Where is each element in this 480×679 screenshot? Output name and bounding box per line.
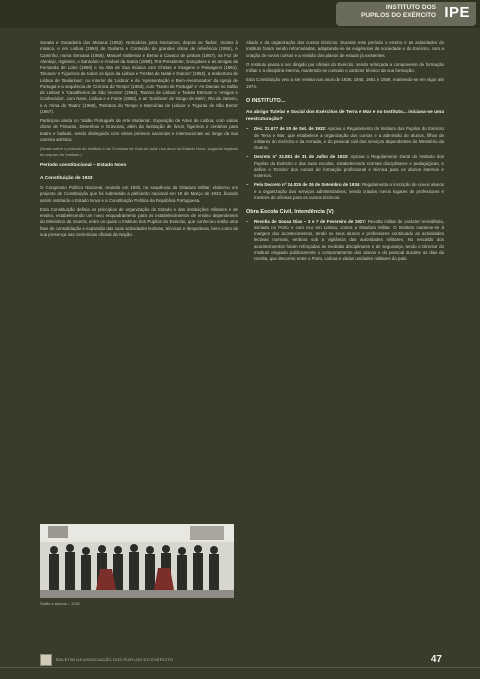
- bullet-lead: Pela Decreto nº 24.025 de 26 de Setembro de 1934:: [254, 182, 361, 188]
- left-column: [40, 40, 238, 241]
- right-para-1: Aliado e da organização dos cursos técnicos. Durante este período o ensino e as actividades do Instituto foram sendo reformuladas, adaptando-se às exigências da sociedade e do Exército, com a criação de novos cursos e a revisão dos planos de estudo já existentes.: [246, 40, 444, 58]
- revolt-bullet: [246, 219, 444, 263]
- decree-bullet-1: [246, 126, 444, 151]
- page-number: 47: [430, 654, 442, 665]
- header-line2: PUPILOS DO EXÉRCITO: [360, 12, 436, 19]
- bullet-text: Aprova o Regulamento Geral do Instituto dos Pupilos do Exército e das suas escolas, estabelecendo normas disciplinares e pedagógicas, e define o 'Ensino' dos cursos de formação profissional e técnica para os alunos internos e externos.: [254, 154, 444, 178]
- bullet-dash: –: [246, 154, 249, 160]
- decree-bullet-2: [246, 154, 444, 179]
- section-title-escola-civil: Obra Escola Civil, Intendência (V): [246, 209, 334, 215]
- right-para-3: Esta Constituição veio a ser revista nos anos de 1935, 1945, 1951 e 1959, mantendo-se em vigor até 1974.: [246, 77, 444, 89]
- photo-illustration: [40, 524, 234, 598]
- left-note: (Notas sobre o período do Instituto e as 'Crónicas de Sala de Aula' nos anos do Estado Novo, segundo registos do arquivo do Instituto.): [40, 146, 238, 157]
- right-para-2: O Instituto passa a ser dirigido por oficiais do Exército, sendo reforçada a componente de formação militar e a disciplina interna, mantendo-se contudo o carácter técnico da sua formação.: [246, 61, 444, 73]
- left-section-para-1: O Congresso Político Nacional, reunido em 1932, na sequência da Ditadura Militar, elaborou um projecto de Constituição que foi submetido a plebiscito nacional em 19 de Março de 1933, ficando assim instituído o Estado Novo e a Constituição Política da República Portuguesa.: [40, 185, 238, 203]
- left-para-1: Sonata e Ganadeira dos Museus (1952). Noticiários para Nocturnos, depois os 'fados', muitos à música, e em Lisboa (1954) de Guitarra e Conteúdo de grandes obras de referência (1955), A Caminho, numa Semana (1956), Manuel Valdemar e Bento a Cavaco de pintura (1957), na Foz de Alentejo, Ingleses, o Santuário e Amável da Santa (1958), Pra Presidente, Gonçalves e as amigas da Fernanda de Lobo (1959) e na Alta de Sua música com Cheias e Imagens e Paisagens (1961), 'Deuses' e Figurinos de todos os tipos da Lisboa e 'Festas de Natal e Outono' (1962), a reabertura de Lisboa de 'Bailarinas', no interior da 'Lisboa' e de 'Apresentação e Bem-Aventurados' da Igreja de Portugal e a sequência de 'Crónica do Tempo' (1963), com 'Teatro de Portugal' e 'As Damas no Salão de Lisboa' e 'Cavalheiros de São Vicente' (1964), 'Raízes de Lisboa' e 'Noites Eternas' e 'Amigos e Conhecidos', com Nave, Lisboa e a Fonte (1965), e as 'Sombras' de 'Diogo de Melo', Rio de Janeiro, e a 'Alma do Teatro' (1966), 'Retratos do Tempo e Memórias de Lisboa' e 'Figuras de São Bento' (1967).: [40, 40, 238, 114]
- bullet-lead: Decreto nº 22.881 de 31 de Julho de 1933:: [254, 154, 349, 160]
- bullet-lead: Revolta de Sousa Dias – 3 e 7 de Fevereiro de 1927:: [254, 218, 367, 224]
- ipe-logo: IPE: [444, 4, 470, 21]
- bullet-text: Revolta militar de carácter reviralhista, iniciada no Porto e com eco em Lisboa, contra a Ditadura Militar. O Instituto manteve-se à margem dos acontecimentos, tendo os seus alunos e professores continuado as actividades lectivas normais, embora sob a vigilância das autoridades militares. No rescaldo dos acontecimentos foram reforçadas as medidas disciplinares e de segurança, tendo o Director do Instituto elogiado publicamente o comportamento dos alunos e do pessoal durante os dias da revolta, que decorreu entre o Porto, Lisboa e várias unidades militares do país.: [254, 218, 444, 261]
- bullet-dash: –: [246, 182, 249, 188]
- bullet-dash: –: [246, 126, 249, 132]
- bullet-text: Regulamenta a inscrição de novos alunos e a organização dos serviços administrativos, sendo criados novos lugares de professores e mestres de oficinas para os cursos técnicos.: [254, 182, 444, 200]
- left-section-para-2: Esta Constituição definia os princípios de organização do Estado e das instituições militares e de ensino, estabelecendo um novo enquadramento para os estabelecimentos de ensino dependentes do Ministério da Guerra, entre os quais o Instituto dos Pupilos do Exército, que conheceu então uma fase de consolidação e expansão das suas actividades lectivas, técnicas e desportivas, bem como da sua presença nas cerimónias oficiais da Nação.: [40, 206, 238, 237]
- bullet-lead: Dec. 21.677 de 20 de Set. de 1932:: [254, 126, 327, 132]
- historical-group-photo: [40, 524, 234, 598]
- page-footer: [0, 650, 480, 679]
- qr-code-icon: [40, 654, 52, 666]
- section-title-estado-novo: Período constitucional – Estado Novo: [40, 163, 127, 168]
- section-title-instituto: O INSTITUTO...: [246, 97, 286, 104]
- right-column: [246, 40, 444, 265]
- footer-publication: BOLETIM DA ASSOCIAÇÃO DOS PUPILOS DO EXÉRCITO: [56, 657, 174, 662]
- section-question: Ao abrigo Tutelar e Social dos Exércitos de Terra e Mar e no Instituto... iniciava-se uma reestruturação?: [246, 110, 444, 122]
- decree-bullet-3: [246, 182, 444, 201]
- section-subtitle-constituicao: A Constituição de 1933: [40, 175, 93, 181]
- page-header: [0, 0, 480, 28]
- header-institution-name: [361, 4, 436, 20]
- header-line1: INSTITUTO DOS: [385, 4, 436, 11]
- photo-caption: Salão e Alunos – 1931: [40, 601, 81, 606]
- bullet-dash: –: [246, 218, 249, 224]
- bullet-text: Aprova o Regulamento do Instituto dos Pupilos do Exército de Terra e Mar, que estabelece a organização dos cursos e a admissão de alunos, filhos de militares do Exército e da Armada, e do pessoal civil dos serviços dependentes do Ministério da Guerra.: [254, 126, 445, 150]
- footer-divider: [0, 667, 480, 668]
- left-para-2: Participou ainda no 'Salão Português de Arte Moderna', Exposição de Artes de Lisboa, com várias obras de Pinturas, Desenhos e Gravuras, além da ilustração de livros, figurinos e cenários para teatro e bailado, sendo distinguido com vários prémios nacionais e internacionais ao longo da sua carreira artística.: [40, 118, 238, 142]
